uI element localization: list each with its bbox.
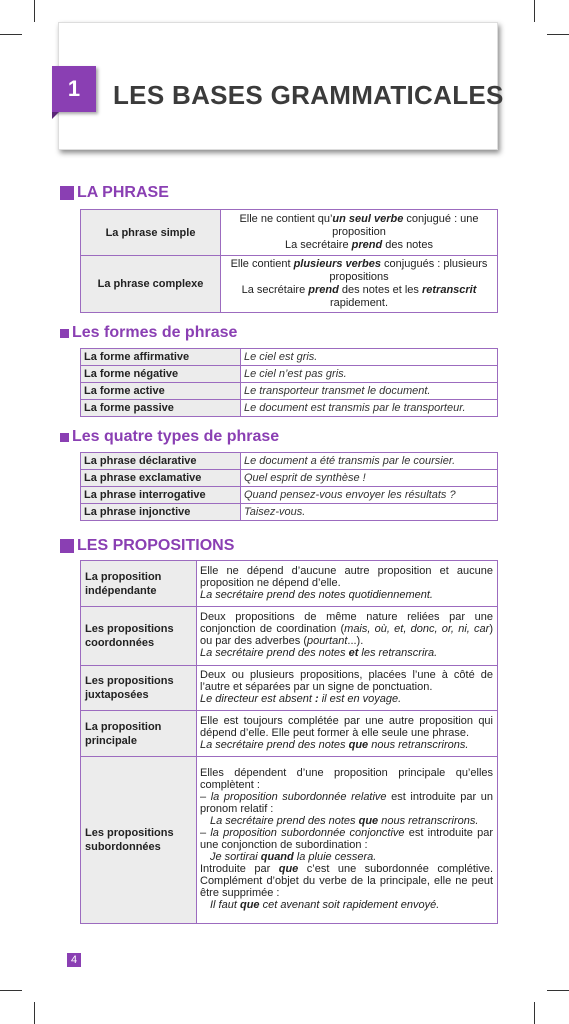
- table-row: La proposition principale Elle est toujours complétée par une autre proposition qui dépend d’elle. Elle peut former à elle seule une phrase. La secrétaire prend des notes que nous retranscrirons.: [81, 711, 498, 757]
- section-square-icon: [60, 186, 74, 200]
- table-row: La forme négative Le ciel n’est pas gris.: [81, 366, 498, 383]
- crop-mark: [0, 34, 22, 35]
- section-heading-propositions: LES PROPOSITIONS: [60, 537, 234, 555]
- types-table: [80, 452, 498, 521]
- section-square-icon: [60, 329, 69, 338]
- section-square-icon: [60, 433, 69, 442]
- crop-mark: [0, 990, 22, 991]
- section-heading-formes: Les formes de phrase: [60, 324, 237, 342]
- crop-mark: [534, 0, 535, 22]
- crop-mark: [534, 1002, 535, 1024]
- chapter-title: LES BASES GRAMMATICALES: [113, 80, 504, 110]
- table-row: La phrase interrogative Quand pensez-vous envoyer les résultats ?: [81, 487, 498, 504]
- formes-table: [80, 348, 498, 417]
- phrase-table: [80, 209, 498, 313]
- table-row: La phrase déclarative Le document a été transmis par le coursier.: [81, 453, 498, 470]
- phrase-simple-label: La phrase simple: [81, 210, 221, 256]
- table-row: Les propositions juxtaposées Deux ou plusieurs propositions, placées l’une à côté de l’autre et séparées par un signe de ponctuation. Le directeur est absent : il est en voyage.: [81, 666, 498, 711]
- table-row: La forme affirmative Le ciel est gris.: [81, 349, 498, 366]
- crop-mark: [547, 990, 569, 991]
- table-row: Les propositions coordonnées Deux propositions de même nature reliées par une conjonction de coordination (mais, où, et, donc, or, ni, car) ou par des adverbes (pourtant...). La secrétaire prend des notes et les retranscrira.: [81, 607, 498, 666]
- propositions-table: [80, 560, 498, 924]
- phrase-complexe-desc: Elle contient plusieurs verbes conjugués : plusieurs propositions La secrétaire prend des notes et les retranscrit rapidement.: [221, 256, 498, 313]
- crop-mark: [34, 1002, 35, 1024]
- section-square-icon: [60, 539, 74, 553]
- table-row: La forme active Le transporteur transmet le document.: [81, 383, 498, 400]
- phrase-complexe-label: La phrase complexe: [81, 256, 221, 313]
- table-row: Les propositions subordonnées Elles dépendent d’une proposition principale qu’elles complètent : – la proposition subordonnée relative est introduite par un pronom relatif : La secrétaire prend des notes que nous retranscrirons. – la proposition subordonnée conjonctive est introduite par une conjonction de subordination : Je sortirai quand la pluie cessera. Introduite par que c’est une subordonnée complétive. Complément d’objet du verbe de la principale, elle ne peut être supprimée : Il faut que cet avenant soit rapidement envoyé.: [81, 757, 498, 924]
- table-row: La phrase injonctive Taisez-vous.: [81, 504, 498, 521]
- phrase-simple-desc: Elle ne contient qu’un seul verbe conjugué : une proposition La secrétaire prend des notes: [221, 210, 498, 256]
- table-row: [81, 210, 498, 256]
- section-heading-types: Les quatre types de phrase: [60, 428, 279, 446]
- table-row: [81, 256, 498, 313]
- chapter-number-badge: 1: [52, 66, 96, 112]
- table-row: La phrase exclamative Quel esprit de synthèse !: [81, 470, 498, 487]
- page-number: 4: [67, 953, 81, 967]
- table-row: La proposition indépendante Elle ne dépend d’aucune autre proposition et aucune proposition ne dépend d’elle. La secrétaire prend des notes quotidiennement.: [81, 561, 498, 607]
- section-heading-phrase: LA PHRASE: [60, 184, 169, 202]
- crop-mark: [34, 0, 35, 22]
- table-row: La forme passive Le document est transmis par le transporteur.: [81, 400, 498, 417]
- crop-mark: [547, 34, 569, 35]
